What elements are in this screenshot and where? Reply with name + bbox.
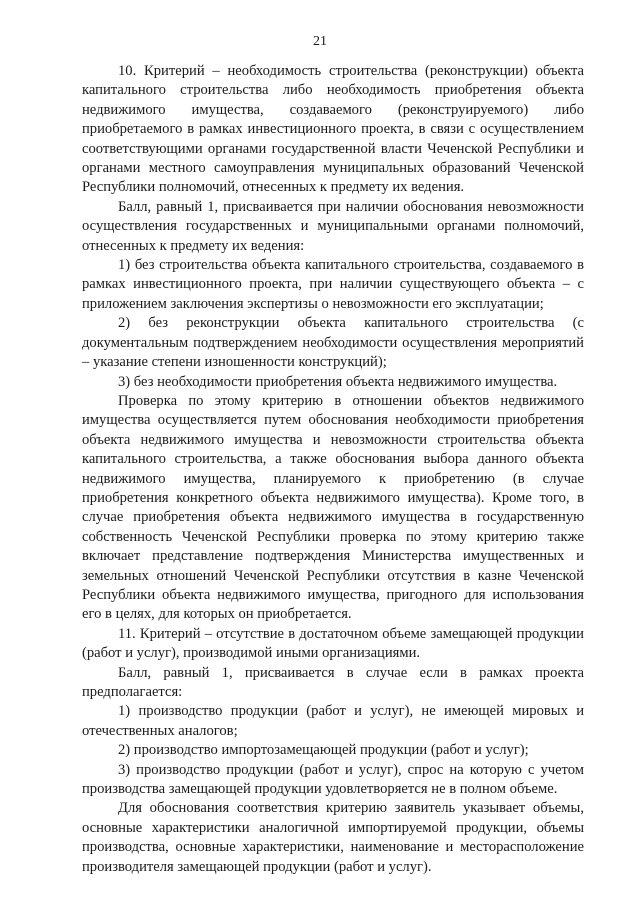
paragraph-score-10: Балл, равный 1, присваивается при наличии обоснования невозможности осуществления государственных и муниципальными органами полномочий, отнесенных к предмету их ведения:	[82, 198, 584, 254]
list-item-10-3: 3) без необходимости приобретения объекта недвижимого имущества.	[118, 373, 558, 390]
list-item-10-2: 2) без реконструкции объекта капитального строительства (с документальным подтверждением необходимости осуществления мероприятий – указание степени изношенности конструкций);	[82, 315, 584, 371]
list-item-10-1: 1) без строительства объекта капитального строительства, создаваемого в рамках инвестиционного проекта, при наличии существующего объекта – с приложением заключения экспертизы о невозможности его эксплуатации;	[82, 257, 584, 312]
list-item-11-3: 3) производство продукции (работ и услуг), спрос на которую с учетом производства замещающей продукции удовлетворяется не в полном объеме.	[82, 761, 584, 798]
page-number: 21	[313, 34, 327, 49]
paragraph-score-11: Балл, равный 1, присваивается в случае если в рамках проекта предполагается:	[82, 664, 584, 700]
paragraph-criterion-11: 11. Критерий – отсутствие в достаточном объеме замещающей продукции (работ и услуг), производимой иными организациями.	[82, 625, 584, 662]
paragraph-criterion-10: 10. Критерий – необходимость строительства (реконструкции) объекта капитального строительства либо необходимость приобретения объекта недвижимого имущества, создаваемого (реконструируемого) либо приобретаемого в рамках инвестиционного проекта, в связи с осуществлением соответствующими органами государственной власти Чеченской Республики и органами местного самоуправления муниципальных образований Чеченской Республики полномочий, отнесенных к предмету их ведения.	[82, 63, 584, 196]
list-item-11-2: 2) производство импортозамещающей продукции (работ и услуг);	[118, 742, 529, 759]
document-body	[82, 62, 584, 877]
list-item-11-1: 1) производство продукции (работ и услуг), не имеющей мировых и отечественных аналогов;	[82, 703, 584, 739]
paragraph-verification-10: Проверка по этому критерию в отношении объектов недвижимого имущества осуществляется путем обоснования необходимости приобретения объекта недвижимого имущества и невозможности строительства объекта капитального строительства, а также обоснования выбора данного объекта недвижимого имущества, планируемого к приобретению (в случае приобретения конкретного объекта недвижимого имущества). Кроме того, в случае приобретения объекта недвижимого имущества в государственную собственность Чеченской Республики проверка по этому критерию также включает представление подтверждения Министерства имущественных и земельных отношений Чеченской Республики отсутствия в казне Чеченской Республики объекта недвижимого имущества, пригодного для использования его в целях, для которых он приобретается.	[82, 392, 584, 623]
paragraph-justification-11: Для обоснования соответствия критерию заявитель указывает объемы, основные характеристики аналогичной импортируемой продукции, объемы производства, основные характеристики, наименование и месторасположение производителя замещающей продукции (работ и услуг).	[82, 800, 584, 875]
